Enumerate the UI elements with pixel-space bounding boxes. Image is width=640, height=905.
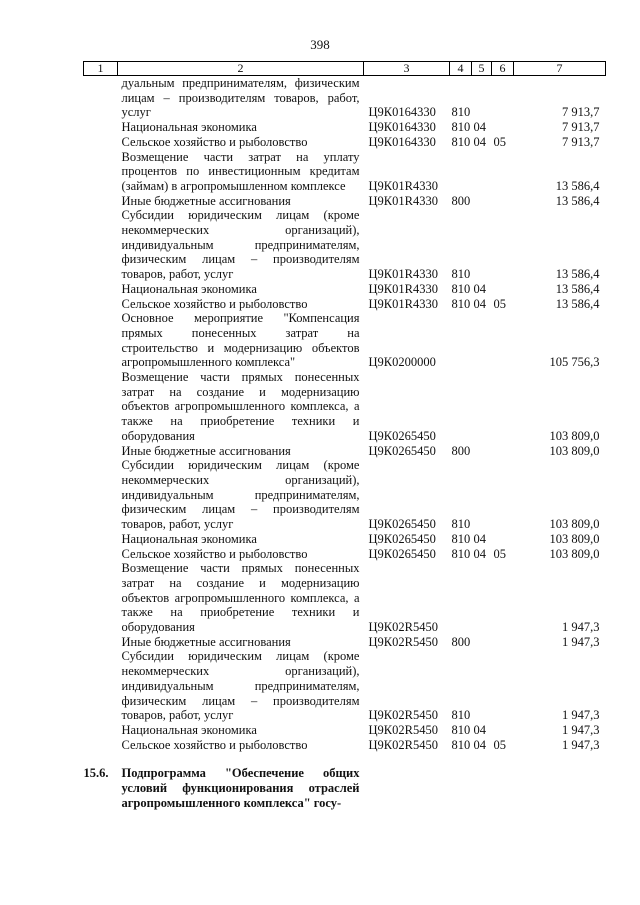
empty-cell	[364, 766, 606, 810]
amount-cell: 13 586,4	[555, 178, 600, 193]
table-row	[84, 458, 606, 532]
target-code-cell: Ц9К01R4330	[368, 178, 438, 193]
target-code-cell: Ц9К02R5450	[368, 737, 438, 752]
amount-cell: 13 586,4	[555, 296, 600, 311]
item-name-cell: Национальная экономика	[121, 281, 257, 296]
target-code-cell: Ц9К0164330	[368, 105, 436, 120]
section-title: Подпрограмма "Обеспечение общих условий функционирования отраслей агропромышленного комплекса" госу-	[121, 766, 360, 810]
expense-type-cell: 810	[451, 517, 471, 532]
item-name-cell: Сельское хозяйство и рыболовство	[121, 296, 308, 311]
expense-type-cell	[450, 311, 472, 370]
row-number-cell	[84, 532, 118, 547]
table-row	[84, 738, 606, 753]
expense-type-cell: 810	[451, 281, 471, 296]
subsection-cell	[492, 635, 514, 650]
expense-type-cell: 810	[451, 296, 471, 311]
table-row	[84, 370, 606, 444]
item-name-cell: Национальная экономика	[121, 120, 257, 135]
table-header-row	[84, 62, 606, 76]
subsection-cell: 05	[493, 737, 506, 752]
table-row	[84, 649, 606, 723]
section-heading-row	[84, 766, 606, 810]
table-row	[84, 723, 606, 738]
amount-cell: 7 913,7	[562, 105, 600, 120]
table-row	[84, 635, 606, 650]
item-name-cell: Возмещение части затрат на уплату процентов по инвестиционным кредитам (займам) в агропромышленном комплексе	[121, 149, 360, 193]
section-cell	[472, 370, 492, 444]
page-number: 398	[310, 37, 330, 52]
row-number-cell	[84, 547, 118, 562]
row-number-cell	[84, 561, 118, 635]
item-name-cell: Сельское хозяйство и рыболовство	[121, 737, 308, 752]
section-cell: 04	[473, 737, 486, 752]
amount-cell: 13 586,4	[555, 267, 600, 282]
target-code-cell: Ц9К01R4330	[368, 296, 438, 311]
budget-table	[83, 61, 606, 810]
section-cell: 04	[473, 296, 486, 311]
table-row	[84, 547, 606, 562]
table-row	[84, 135, 606, 150]
item-name-cell: Субсидии юридическим лицам (кроме некоммерческих организаций), индивидуальным предпринимателям, физическим лицам – производителям товаров, работ, услуг	[121, 458, 360, 532]
header-cell: 4	[450, 62, 472, 76]
expense-type-cell	[450, 150, 472, 194]
amount-cell: 103 809,0	[549, 443, 600, 458]
target-code-cell: Ц9К0164330	[368, 134, 436, 149]
table-row	[84, 208, 606, 282]
target-code-cell: Ц9К0265450	[368, 428, 436, 443]
target-code-cell: Ц9К0265450	[368, 517, 436, 532]
table-row	[84, 150, 606, 194]
target-code-cell: Ц9К02R5450	[368, 634, 438, 649]
section-cell	[472, 561, 492, 635]
amount-cell: 1 947,3	[562, 737, 600, 752]
item-name-cell: Сельское хозяйство и рыболовство	[121, 134, 308, 149]
expense-type-cell: 810	[451, 708, 471, 723]
target-code-cell: Ц9К01R4330	[368, 281, 438, 296]
expense-type-cell	[450, 370, 472, 444]
row-number-cell	[84, 194, 118, 209]
subsection-cell	[492, 311, 514, 370]
section-cell	[472, 649, 492, 723]
section-cell: 04	[473, 120, 486, 135]
subsection-cell	[492, 282, 514, 297]
row-number-cell	[84, 150, 118, 194]
subsection-cell	[492, 150, 514, 194]
target-code-cell: Ц9К02R5450	[368, 620, 438, 635]
spacer-row	[84, 752, 606, 766]
section-cell	[472, 208, 492, 282]
amount-cell: 1 947,3	[562, 708, 600, 723]
header-cell: 3	[364, 62, 450, 76]
table-row	[84, 282, 606, 297]
expense-type-cell: 800	[451, 193, 471, 208]
subsection-cell	[492, 561, 514, 635]
section-cell	[472, 458, 492, 532]
item-name-cell: Национальная экономика	[121, 531, 257, 546]
section-cell: 04	[473, 531, 486, 546]
section-cell	[472, 444, 492, 459]
subsection-cell	[492, 370, 514, 444]
subsection-cell: 05	[493, 296, 506, 311]
row-number-cell	[84, 135, 118, 150]
amount-cell: 103 809,0	[549, 428, 600, 443]
amount-cell: 103 809,0	[549, 517, 600, 532]
table-row	[84, 444, 606, 459]
section-cell	[472, 635, 492, 650]
expense-type-cell: 810	[451, 531, 471, 546]
header-cell: 6	[492, 62, 514, 76]
row-number-cell	[84, 444, 118, 459]
subsection-cell	[492, 532, 514, 547]
item-name-cell: Субсидии юридическим лицам (кроме некоммерческих организаций), индивидуальным предпринимателям, физическим лицам – производителям товаров, работ, услуг	[121, 649, 360, 723]
section-number: 15.6.	[83, 766, 109, 781]
item-name-cell: Возмещение части прямых понесенных затрат на создание и модернизацию объектов агропромышленного комплекса, а также на приобретение техники и оборудования	[121, 370, 360, 443]
row-number-cell	[84, 282, 118, 297]
expense-type-cell: 810	[451, 546, 471, 561]
item-name-cell: дуальным предпринимателям, физическим лицам – производителям товаров, работ, услуг	[121, 76, 360, 120]
target-code-cell: Ц9К02R5450	[368, 708, 438, 723]
target-code-cell: Ц9К01R4330	[368, 267, 438, 282]
subsection-cell	[492, 458, 514, 532]
expense-type-cell: 810	[451, 134, 471, 149]
expense-type-cell	[450, 561, 472, 635]
expense-type-cell: 810	[451, 105, 471, 120]
amount-cell: 1 947,3	[562, 722, 600, 737]
amount-cell: 103 809,0	[549, 531, 600, 546]
header-cell: 2	[118, 62, 364, 76]
section-cell	[472, 311, 492, 370]
section-cell: 04	[473, 546, 486, 561]
row-number-cell	[84, 208, 118, 282]
expense-type-cell: 810	[451, 267, 471, 282]
row-number-cell	[84, 370, 118, 444]
row-number-cell	[84, 76, 118, 121]
subsection-cell	[492, 208, 514, 282]
header-cell: 5	[472, 62, 492, 76]
section-cell: 04	[473, 281, 486, 296]
item-name-cell: Иные бюджетные ассигнования	[121, 193, 291, 208]
section-cell: 04	[473, 134, 486, 149]
subsection-cell: 05	[493, 134, 506, 149]
row-number-cell	[84, 458, 118, 532]
target-code-cell: Ц9К0265450	[368, 443, 436, 458]
expense-type-cell: 810	[451, 120, 471, 135]
table-row	[84, 76, 606, 121]
amount-cell: 105 756,3	[549, 355, 600, 370]
target-code-cell: Ц9К02R5450	[368, 722, 438, 737]
target-code-cell: Ц9К0265450	[368, 546, 436, 561]
expense-type-cell: 800	[451, 634, 471, 649]
amount-cell: 1 947,3	[562, 634, 600, 649]
table-row	[84, 297, 606, 312]
amount-cell: 1 947,3	[562, 620, 600, 635]
section-cell	[472, 150, 492, 194]
row-number-cell	[84, 297, 118, 312]
row-number-cell	[84, 635, 118, 650]
table-row	[84, 561, 606, 635]
header-cell: 1	[84, 62, 118, 76]
row-number-cell	[84, 311, 118, 370]
row-number-cell	[84, 649, 118, 723]
table-body	[84, 76, 606, 811]
table-row	[84, 194, 606, 209]
expense-type-cell: 810	[451, 737, 471, 752]
table-row	[84, 120, 606, 135]
target-code-cell: Ц9К01R4330	[368, 193, 438, 208]
subsection-cell: 05	[493, 546, 506, 561]
target-code-cell: Ц9К0265450	[368, 531, 436, 546]
section-cell	[472, 194, 492, 209]
item-name-cell: Национальная экономика	[121, 722, 257, 737]
subsection-cell	[492, 194, 514, 209]
section-cell: 04	[473, 722, 486, 737]
amount-cell: 7 913,7	[562, 134, 600, 149]
expense-type-cell: 810	[451, 722, 471, 737]
subsection-cell	[492, 649, 514, 723]
target-code-cell: Ц9К0164330	[368, 120, 436, 135]
item-name-cell: Иные бюджетные ассигнования	[121, 634, 291, 649]
header-cell: 7	[514, 62, 606, 76]
amount-cell: 13 586,4	[555, 281, 600, 296]
subsection-cell	[492, 76, 514, 121]
row-number-cell	[84, 738, 118, 753]
subsection-cell	[492, 723, 514, 738]
section-cell	[472, 76, 492, 121]
row-number-cell	[84, 120, 118, 135]
item-name-cell: Иные бюджетные ассигнования	[121, 443, 291, 458]
item-name-cell: Основное мероприятие "Компенсация прямых понесенных затрат на строительство и модернизацию объектов агропромышленного комплекса"	[121, 311, 360, 370]
amount-cell: 103 809,0	[549, 546, 600, 561]
amount-cell: 13 586,4	[555, 193, 600, 208]
subsection-cell	[492, 444, 514, 459]
table-row	[84, 532, 606, 547]
item-name-cell: Возмещение части прямых понесенных затрат на создание и модернизацию объектов агропромышленного комплекса, а также на приобретение техники и оборудования	[121, 561, 360, 635]
item-name-cell: Субсидии юридическим лицам (кроме некоммерческих организаций), индивидуальным предпринимателям, физическим лицам – производителям товаров, работ, услуг	[121, 208, 360, 282]
amount-cell: 7 913,7	[562, 120, 600, 135]
expense-type-cell: 800	[451, 443, 471, 458]
subsection-cell	[492, 120, 514, 135]
target-code-cell: Ц9К0200000	[368, 355, 436, 370]
spacer-cell	[84, 752, 606, 766]
table-row	[84, 311, 606, 370]
item-name-cell: Сельское хозяйство и рыболовство	[121, 546, 308, 561]
row-number-cell	[84, 723, 118, 738]
